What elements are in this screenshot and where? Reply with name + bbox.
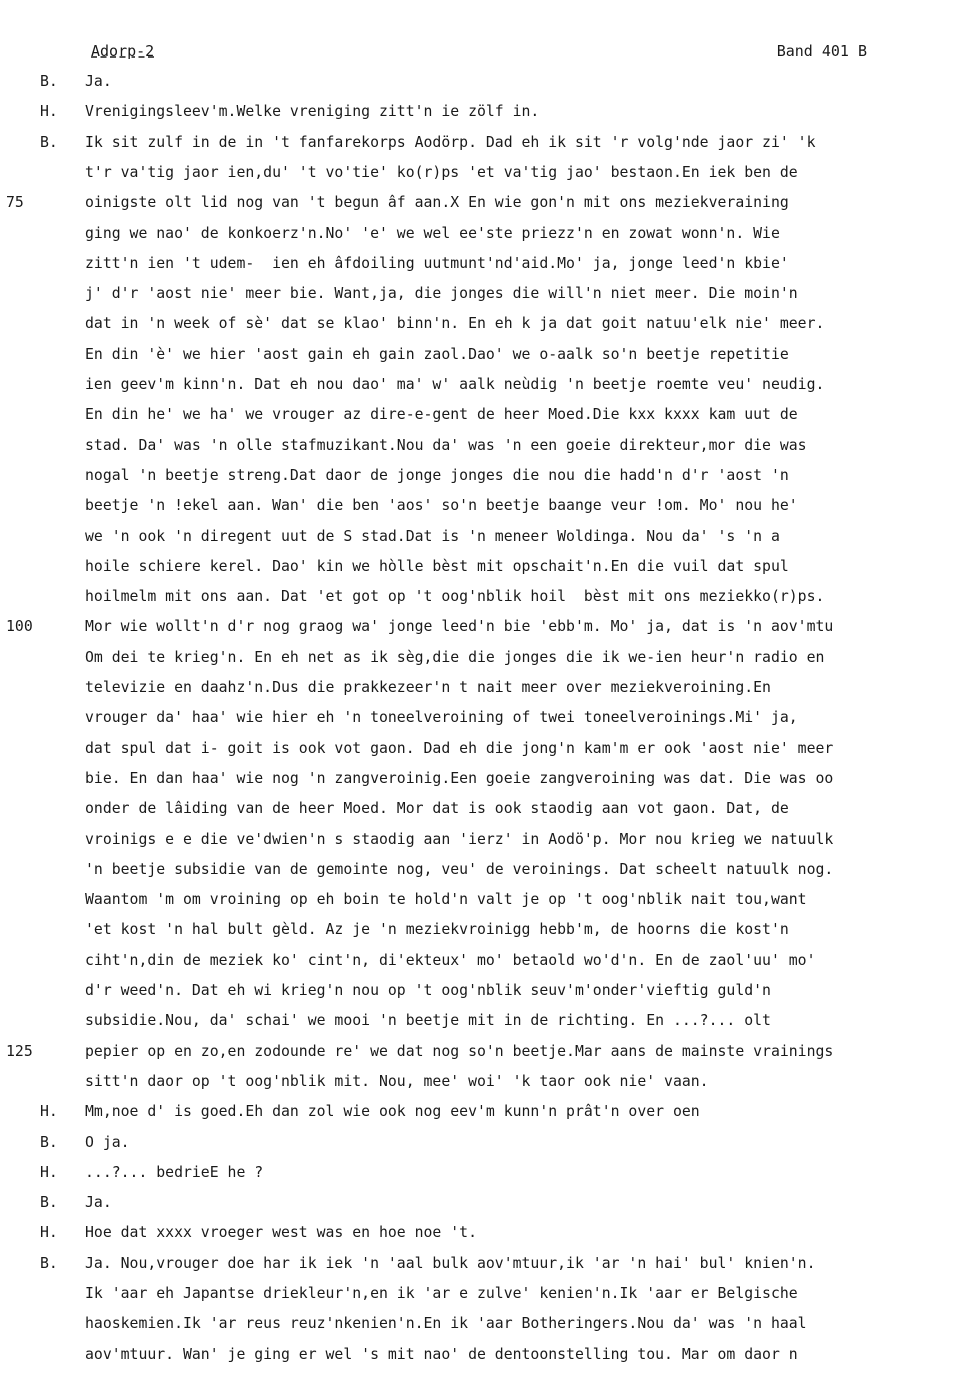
speaker-label: B. [40, 1194, 58, 1212]
transcript-line [0, 769, 973, 799]
line-text: Ja. Nou,vrouger doe har ik iek 'n 'aal bulk aov'mtuur,ik 'ar 'n hai' bul' knien'n. [85, 1254, 816, 1272]
speaker-label: B. [40, 73, 58, 90]
line-text: stad. Da' was 'n olle stafmuzikant.Nou da' was 'n een goeie direkteur,mor die was [85, 436, 807, 454]
transcript-line [0, 284, 973, 314]
line-text: beetje 'n !ekel aan. Wan' die ben 'aos' so'n beetje baange veur !om. Mo' nou he' [85, 497, 798, 515]
line-text: nogal 'n beetje streng.Dat daor de jonge jonges die nou die hadd'n d'r 'aost 'n [85, 466, 789, 484]
transcript-line [0, 72, 973, 102]
line-text: Vrenigingsleev'm.Welke vreniging zitt'n ie zölf in. [85, 103, 540, 121]
line-text: bie. En dan haa' wie nog 'n zangveroinig.Een goeie zangveroining was dat. Die was oo [85, 769, 834, 787]
transcript-line [0, 1133, 973, 1163]
line-text: Ja. [85, 1194, 112, 1212]
transcript-line [0, 1011, 973, 1041]
transcript-line [0, 466, 973, 496]
document-title [91, 42, 154, 60]
transcript-line [0, 345, 973, 375]
line-text: ciht'n,din de meziek ko' cint'n, di'ekteux' mo' betaold wo'd'n. En de zaol'uu' mo' [85, 951, 816, 969]
transcript-line [0, 1072, 973, 1102]
line-text: subsidie.Nou, da' schai' we mooi 'n beetje mit in de richting. En ...?... olt [85, 1012, 771, 1030]
line-text: d'r weed'n. Dat eh wi krieg'n nou op 't oog'nblik seuv'm'onder'vieftig guld'n [85, 982, 771, 999]
line-text: Waantom 'm om vroining op eh boin te hold'n valt je op 't oog'nblik nait tou,want [85, 891, 807, 909]
line-text: ...?... bedrieE he ? [85, 1163, 264, 1181]
transcript-line [0, 496, 973, 526]
line-text: O ja. [85, 1133, 130, 1151]
speaker-label: B. [40, 1254, 58, 1272]
line-text: 'et kost 'n hal bult gèld. Az je 'n meziekvroinigg hebb'm, de hoorns die kost'n [85, 921, 789, 939]
transcript-line [0, 375, 973, 405]
transcript-line [0, 678, 973, 708]
transcript-line [0, 405, 973, 435]
transcript-line [0, 951, 973, 981]
speaker-label: B. [40, 1133, 58, 1151]
line-text: Ik sit zulf in de in 't fanfarekorps Aodörp. Dad eh ik sit 'r volg'nde jaor zi' 'k [85, 133, 816, 151]
line-text: En din he' we ha' we vrouger az dire-e-gent de heer Moed.Die kxx kxxx kam uut de [85, 406, 798, 424]
transcript-line [0, 799, 973, 829]
transcript-line [0, 708, 973, 738]
transcript-line [0, 133, 973, 163]
line-text: haoskemien.Ik 'ar reus reuz'nkenien'n.En ik 'aar Botheringers.Nou da' was 'n haal [85, 1315, 807, 1333]
speaker-label: H. [40, 1163, 58, 1181]
transcript-line [0, 102, 973, 132]
speaker-label: H. [40, 1103, 58, 1121]
transcript-line [0, 1193, 973, 1223]
transcript-line [0, 830, 973, 860]
line-text: dat spul dat i- goit is ook vot gaon. Dad eh die jong'n kam'm er ook 'aost nie' meer [85, 739, 834, 757]
line-text: Mm,noe d' is goed.Eh dan zol wie ook nog eev'm kunn'n prât'n over oen [85, 1103, 700, 1121]
line-text: 'n beetje subsidie van de gemointe nog, veu' de veroinings. Dat scheelt natuulk nog. [85, 860, 834, 878]
transcript-line [0, 314, 973, 344]
line-text: Hoe dat xxxx vroeger west was en hoe noe 't. [85, 1224, 477, 1242]
line-number: 75 [6, 194, 24, 212]
transcript-line [0, 527, 973, 557]
transcript-line [0, 254, 973, 284]
line-text: j' d'r 'aost nie' meer bie. Want,ja, die jonges die will'n niet meer. Die moin'n [85, 285, 798, 303]
line-text: vrouger da' haa' wie hier eh 'n toneelveroining of twei toneelveroinings.Mi' ja, [85, 709, 798, 727]
tape-label: Band 401 B [776, 42, 867, 60]
transcript-line [0, 587, 973, 617]
line-text: televizie en daahz'n.Dus die prakkezeer'n t nait meer over meziekveroining.En [85, 679, 771, 696]
transcript-line [0, 1223, 973, 1253]
transcript-line [0, 920, 973, 950]
transcript-line [0, 1284, 973, 1314]
line-text: ien geev'm kinn'n. Dat eh nou dao' ma' w' aalk neùdig 'n beetje roemte veu' neudig. [85, 376, 825, 393]
transcript-line [0, 557, 973, 587]
speaker-label: H. [40, 1224, 58, 1242]
transcript-line [0, 224, 973, 254]
transcript-line [0, 1314, 973, 1344]
transcript-line [0, 436, 973, 466]
line-text: Ja. [85, 73, 112, 90]
line-text: En din 'è' we hier 'aost gain eh gain zaol.Dao' we o-aalk so'n beetje repetitie [85, 345, 789, 363]
transcript-line [0, 1042, 973, 1072]
line-text: Mor wie wollt'n d'r nog graog wa' jonge leed'n bie 'ebb'm. Mo' ja, dat is 'n aov'mtu [85, 618, 834, 636]
transcript-line [0, 193, 973, 223]
document-title-text: Adorp-2 [91, 42, 155, 60]
transcript-line [0, 1345, 973, 1375]
speaker-label: H. [40, 103, 58, 121]
line-text: Ik 'aar eh Japantse driekleur'n,en ik 'ar e zulve' kenien'n.Ik 'aar er Belgische [85, 1285, 798, 1302]
line-number: 125 [6, 1042, 33, 1060]
transcript-line [0, 890, 973, 920]
line-text: Om dei te krieg'n. En eh net as ik sèg,die die jonges die ik we-ien heur'n radio en [85, 648, 825, 666]
line-text: aov'mtuur. Wan' je ging er wel 's mit nao' de dentoonstelling tou. Mar om daor n [85, 1345, 798, 1363]
transcript-line [0, 1254, 973, 1284]
line-text: dat in 'n week of sè' dat se klao' binn'n. En eh k ja dat goit natuu'elk nie' meer. [85, 315, 825, 333]
speaker-label: B. [40, 133, 58, 151]
line-text: vroinigs e e die ve'dwien'n s staodig aan 'ierz' in Aodö'p. Mor nou krieg we natuulk [85, 830, 834, 848]
line-number: 100 [6, 618, 33, 636]
transcript-line [0, 739, 973, 769]
transcript-line [0, 1163, 973, 1193]
line-text: t'r va'tig jaor ien,du' 't vo'tie' ko(r)ps 'et va'tig jao' bestaon.En iek ben de [85, 163, 798, 181]
transcript-line [0, 617, 973, 647]
line-text: onder de lâiding van de heer Moed. Mor dat is ook staodig aan vot gaon. Dat, de [85, 800, 789, 818]
line-text: hoile schiere kerel. Dao' kin we hòlle bèst mit opschait'n.En die vuil dat spul [85, 557, 789, 575]
line-text: zitt'n ien 't udem- ien eh âfdoiling uutmunt'nd'aid.Mo' ja, jonge leed'n kbie' [85, 254, 789, 272]
line-text: we 'n ook 'n diregent uut de S stad.Dat is 'n meneer Woldinga. Nou da' 's 'n a [85, 527, 780, 545]
transcript-line [0, 860, 973, 890]
transcript-line [0, 648, 973, 678]
line-text: oinigste olt lid nog van 't begun âf aan.X En wie gon'n mit ons meziekveraining [85, 194, 789, 212]
line-text: pepier op en zo,en zodounde re' we dat nog so'n beetje.Mar aans de mainste vrainings [85, 1042, 834, 1060]
transcript-line [0, 981, 973, 1011]
transcript-line [0, 1102, 973, 1132]
line-text: ging we nao' de konkoerz'n.No' 'e' we wel ee'ste priezz'n en zowat wonn'n. Wie [85, 224, 780, 242]
line-text: hoilmelm mit ons aan. Dat 'et got op 't oog'nblik hoil bèst mit ons meziekko(r)ps. [85, 588, 825, 606]
line-text: sitt'n daor op 't oog'nblik mit. Nou, mee' woi' 'k taor ook nie' vaan. [85, 1072, 709, 1090]
transcript-line [0, 163, 973, 193]
